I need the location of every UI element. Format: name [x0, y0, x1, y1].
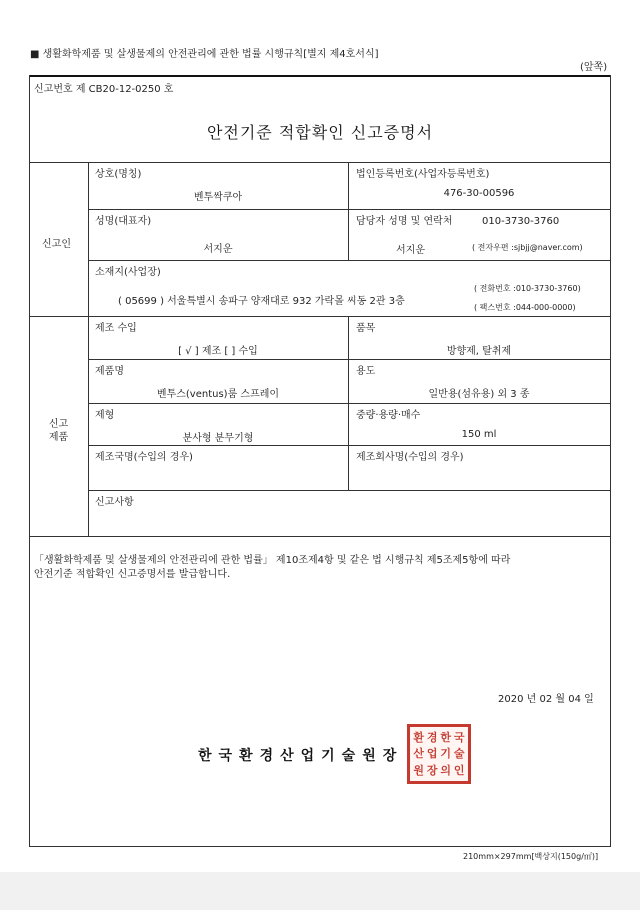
page-side-label: (앞쪽) — [580, 62, 608, 73]
paper-spec: 210mm×297mm[백상지(150g/㎡)] — [463, 852, 599, 861]
representative-label: 성명(대표자) — [95, 216, 152, 227]
address-value: ( 05699 ) 서울특별시 송파구 양재대로 932 가락몰 씨동 2관 3층 — [118, 296, 405, 307]
mfg-import-label: 제조 수입 — [95, 323, 137, 334]
mfg-import-value: [ √ ] 제조 [ ] 수입 — [178, 346, 258, 357]
company-label: 상호(명칭) — [95, 169, 142, 180]
contact-label: 담당자 성명 및 연락처 — [356, 216, 453, 227]
official-seal-stamp: 환 경 한 국 산 업 기 술 원 장 의 인 — [407, 724, 471, 784]
document-title: 안전기준 적합확인 신고증명서 — [206, 123, 434, 142]
representative-value: 서지운 — [203, 244, 233, 255]
section-divider-top — [29, 162, 611, 163]
row-divider-4 — [88, 403, 610, 404]
frame-left — [29, 75, 30, 847]
frame-bottom — [29, 846, 611, 847]
form-value: 분사형 분무기형 — [182, 433, 254, 444]
product-name-label: 제품명 — [95, 366, 124, 377]
section-divider-product — [29, 316, 611, 317]
country-label: 제조국명(수입의 경우) — [95, 452, 193, 463]
quantity-label: 중량·용량·매수 — [356, 410, 421, 421]
statement-line-1: 「생활화학제품 및 살생물제의 안전관리에 관한 법률」 제10조제4항 및 같은 법 시행규칙 제5조제5항에 따라 — [34, 555, 511, 566]
statement-line-2: 안전기준 적합확인 신고증명서를 발급합니다. — [34, 569, 231, 580]
company-value: 벤투싹쿠아 — [193, 192, 243, 203]
issuing-organization: 한국환경산업기술원장 — [198, 748, 404, 764]
contact-email: ( 전자우편 :sjbjj@naver.com) — [472, 243, 583, 252]
contact-name: 서지운 — [396, 245, 425, 256]
fax-number: ( 팩스번호 :044-000-0000) — [474, 303, 576, 312]
row-divider-2 — [88, 260, 610, 261]
regulation-header: ■ 생활화학제품 및 살생물제의 안전관리에 관한 법률 시행규칙[별지 제4호서식] — [30, 49, 379, 60]
use-value: 일반용(섬유용) 외 3 종 — [428, 389, 530, 400]
use-label: 용도 — [356, 366, 376, 377]
bizno-label: 법인등록번호(사업자등록번호) — [356, 169, 490, 180]
item-value: 방향제, 탈취제 — [446, 346, 512, 357]
bizno-value: 476-30-00596 — [443, 188, 515, 199]
frame-right — [610, 75, 611, 847]
section-divider-statement — [29, 536, 611, 537]
issue-date: 2020 년 02 월 04 일 — [498, 694, 594, 705]
address-label: 소재지(사업장) — [95, 267, 161, 278]
product-section-label-2: 제품 — [48, 432, 69, 443]
tel-number: ( 전화번호 :010-3730-3760) — [474, 284, 581, 293]
row-divider-3 — [88, 359, 610, 360]
row-divider-5 — [88, 445, 610, 446]
row-divider-6 — [88, 490, 610, 491]
report-number: 신고번호 제 CB20-12-0250 호 — [34, 84, 174, 95]
product-section-label-1: 신고 — [48, 419, 69, 430]
quantity-value: 150 ml — [461, 429, 497, 440]
applicant-mid-divider — [348, 162, 349, 260]
applicant-section-label: 신고인 — [42, 239, 71, 250]
product-name-value: 벤투스(ventus)룸 스프레이 — [156, 389, 280, 400]
contact-phone: 010-3730-3760 — [482, 216, 560, 227]
form-label: 제형 — [95, 410, 115, 421]
row-divider-1 — [88, 209, 610, 210]
notes-label: 신고사항 — [95, 497, 134, 508]
frame-top — [29, 75, 611, 77]
maker-label: 제조회사명(수입의 경우) — [356, 452, 464, 463]
item-label: 품목 — [356, 323, 376, 334]
